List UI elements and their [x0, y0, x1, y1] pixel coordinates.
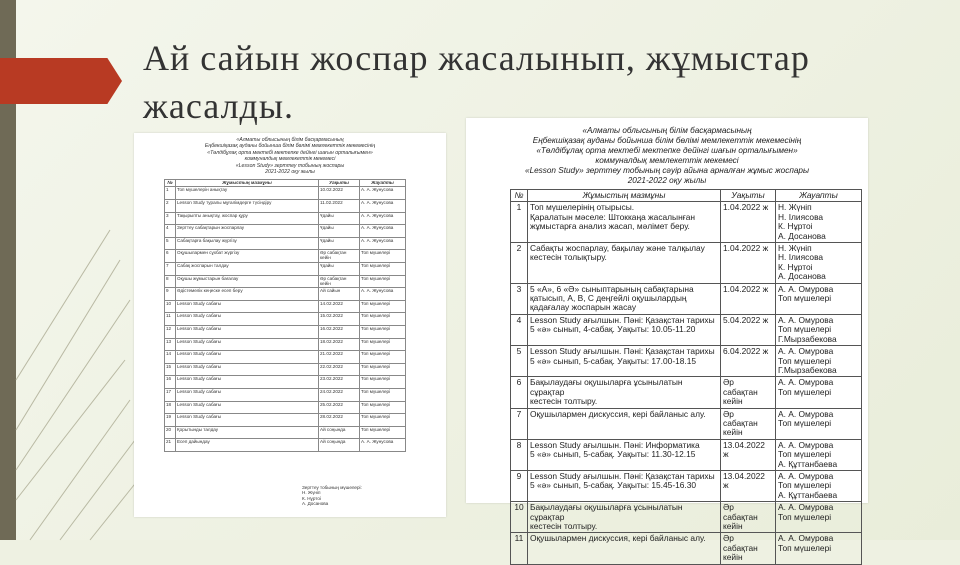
table-row	[511, 283, 862, 314]
table-row	[165, 401, 406, 414]
table-cell: Lesson Study сабағы	[176, 351, 319, 364]
table-cell: А. А. Омурова Топ мүшелері Г.Мырзабекова	[776, 346, 862, 377]
table-cell: Топ мүшелері	[360, 351, 406, 364]
table-cell: Әр сабақтан кейін	[319, 275, 360, 288]
table-cell: 8	[511, 439, 528, 470]
col-header: Жауапты	[360, 180, 406, 187]
table-cell: Ұдайы	[319, 212, 360, 225]
table-cell: Әр сабақтан кейін	[721, 533, 776, 564]
table-cell: 10	[511, 502, 528, 533]
table-row	[511, 377, 862, 408]
table-cell: 7	[511, 408, 528, 439]
table-cell: 22.02.2022	[319, 363, 360, 376]
table-cell: А. А. Жунусова	[360, 212, 406, 225]
table-cell: Ай сайын	[319, 288, 360, 301]
table-cell: 18	[165, 401, 176, 414]
table-cell: 8	[165, 275, 176, 288]
table-cell: Әр сабақтан кейін	[721, 377, 776, 408]
table-row	[511, 502, 862, 533]
table-cell: 6.04.2022 ж	[721, 346, 776, 377]
table-cell: Н. Жүніп Н. Ілиясова К. Нұртоі А. Досанова	[776, 243, 862, 284]
table-cell: Сабақты жоспарлау, бақылау және талқылау кестесін толықтыру.	[528, 243, 721, 284]
table-cell: Lesson Study ағылшын. Пәні: Қазақстан тарихы 5 «ә» сынып, 4-сабақ. Уақыты: 10.05-11.20	[528, 314, 721, 345]
table-cell: А. А. Омурова Топ мүшелері	[776, 283, 862, 314]
header-line: «Төлдібұлақ орта мектебі мектепке дейінгі шағын орталығымен»	[536, 146, 798, 155]
table-cell: 1.04.2022 ж	[721, 283, 776, 314]
table-cell: Lesson Study ағылшын. Пәні: Қазақстан тарихы 5 «ә» сынып, 5-сабақ. Уақыты: 15.45-16.30	[528, 470, 721, 501]
table-cell: Н. Жүніп Н. Ілиясова К. Нұртоі А. Досанова	[776, 202, 862, 243]
table-cell: А. А. Омурова Топ мүшелері А. Құттанбаева	[776, 470, 862, 501]
table-cell: 2	[511, 243, 528, 284]
table-cell: Сабақ жоспарын талдау	[176, 263, 319, 276]
header-line: 2021-2022 оқу жылы	[265, 169, 315, 176]
table-cell: 16.02.2022	[319, 325, 360, 338]
table-cell: 6	[165, 250, 176, 263]
table-cell: 10	[165, 300, 176, 313]
table-cell: 5.04.2022 ж	[721, 314, 776, 345]
table-row	[165, 426, 406, 439]
table-cell: 20	[165, 426, 176, 439]
header-line: коммуналдық мемлекеттік мекемесі	[244, 156, 336, 163]
table-cell: Топ мүшелері	[360, 338, 406, 351]
table-row	[511, 470, 862, 501]
table-cell: Әр сабақтан кейін	[721, 502, 776, 533]
table-cell: Тақырыпты анықтау, жоспар құру	[176, 212, 319, 225]
table-cell: А. А. Омурова Топ мүшелері Г.Мырзабекова	[776, 314, 862, 345]
table-row	[165, 388, 406, 401]
table-row	[165, 351, 406, 364]
header-line: «Алматы облысының білім басқармасының	[236, 137, 344, 143]
table-cell: Ай соңында	[319, 439, 360, 452]
table-cell: 21	[165, 439, 176, 452]
table-row	[165, 313, 406, 326]
table-cell: Lesson Study сабағы	[176, 401, 319, 414]
table-cell: 12	[165, 325, 176, 338]
table-cell: Ұдайы	[319, 225, 360, 238]
col-header: Жұмыстың мазмұны	[176, 180, 319, 187]
table-cell: Оқушылармен дискуссия, кері байланыс алу.	[528, 533, 721, 564]
table-cell: А. А. Омурова Топ мүшелері А. Құттанбаева	[776, 439, 862, 470]
table-cell: 9	[165, 288, 176, 301]
table-cell: 1	[511, 202, 528, 243]
table-cell: 16	[165, 376, 176, 389]
table-cell: 3	[511, 283, 528, 314]
plan-table-body	[165, 187, 406, 451]
plan-table-body	[511, 202, 862, 564]
footer-line: Зерттеу тобының мүшелері:	[302, 484, 362, 490]
table-cell: Топ мүшелері	[360, 414, 406, 427]
document-footer	[302, 485, 362, 507]
table-row	[165, 288, 406, 301]
table-cell: 1.04.2022 ж	[721, 243, 776, 284]
table-row	[165, 237, 406, 250]
table-cell: Lesson Study сабағы	[176, 388, 319, 401]
table-row	[511, 314, 862, 345]
table-cell: Топ мүшелері	[360, 325, 406, 338]
table-cell: А. А. Омурова Топ мүшелері	[776, 502, 862, 533]
table-cell: 19	[165, 414, 176, 427]
table-cell: Lesson Study сабағы	[176, 414, 319, 427]
table-cell: Оқушылармен сұхбат жүргізу	[176, 250, 319, 263]
table-row	[165, 439, 406, 452]
table-cell: 11	[165, 313, 176, 326]
table-cell: Сабақтарға бақылау жүргізу	[176, 237, 319, 250]
table-cell: Топ мүшелері	[360, 275, 406, 288]
table-cell: Топ мүшелері	[360, 426, 406, 439]
table-cell: 14	[165, 351, 176, 364]
table-cell: Lesson Study ағылшын. Пәні: Қазақстан тарихы 5 «ә» сынып, 5-сабақ. Уақыты: 17.00-18.15	[528, 346, 721, 377]
table-cell: 18.02.2022	[319, 338, 360, 351]
table-row	[511, 243, 862, 284]
table-row	[165, 414, 406, 427]
table-cell: Lesson Study сабағы	[176, 300, 319, 313]
table-cell: Топ мүшелері	[360, 300, 406, 313]
table-cell: Lesson Study туралы мұғалімдерге түсіндіру	[176, 200, 319, 213]
table-cell: 7	[165, 263, 176, 276]
table-cell: 5	[165, 237, 176, 250]
table-cell: А. А. Омурова Топ мүшелері	[776, 408, 862, 439]
col-header: №	[511, 190, 528, 202]
table-cell: А. А. Жунусова	[360, 200, 406, 213]
table-row	[511, 408, 862, 439]
table-cell: 5	[511, 346, 528, 377]
header-line: Еңбекшіқазақ ауданы бойынша білім бөлімі мемлекеттік мекемесінің	[532, 136, 802, 145]
table-row	[165, 376, 406, 389]
table-cell: Қорытынды талдау	[176, 426, 319, 439]
table-cell: Lesson Study сабағы	[176, 338, 319, 351]
table-row	[511, 533, 862, 564]
table-cell: Топ мүшелері	[360, 263, 406, 276]
plan-table	[164, 179, 406, 451]
table-cell: А. А. Омурова Топ мүшелері	[776, 533, 862, 564]
table-cell: 11.02.2022	[319, 200, 360, 213]
table-cell: 14.02.2022	[319, 300, 360, 313]
header-line: «Төлдібұлақ орта мектебі мектепке дейінгі шағын орталығымен»	[207, 149, 373, 156]
table-cell: Зерттеу сабақтарын жоспарлау	[176, 225, 319, 238]
table-cell: 6	[511, 377, 528, 408]
table-row	[165, 225, 406, 238]
table-row	[165, 263, 406, 276]
header-line: Еңбекшіқазақ ауданы бойынша білім бөлімі мемлекеттік мекемесінің	[204, 143, 376, 150]
col-header: Жұмыстың мазмұны	[528, 190, 721, 202]
table-cell: А. А. Жунусова	[360, 439, 406, 452]
header-line: «Алматы облысының білім басқармасының	[582, 126, 752, 135]
table-cell: Бақылаудағы оқушыларға ұсынылатын сұрақтар кестесін толтыру.	[528, 377, 721, 408]
table-cell: Lesson Study сабағы	[176, 363, 319, 376]
table-row	[511, 202, 862, 243]
table-cell: 9	[511, 470, 528, 501]
document-image-monthly-plan	[134, 133, 446, 517]
table-cell: Топ мүшелері	[360, 313, 406, 326]
col-header: Жауапты	[776, 190, 862, 202]
table-cell: 5 «А», 6 «Ә» сыныптарының сабақтарына қатысып, А, В, С деңгейлі оқушылардың қадағалау жоспарын жасау	[528, 283, 721, 314]
table-cell: Ұдайы	[319, 263, 360, 276]
table-cell: 4	[165, 225, 176, 238]
table-cell: Бақылаудағы оқушыларға ұсынылатын сұрақтар кестесін толтыру.	[528, 502, 721, 533]
title-line-2: жасалды.	[143, 86, 295, 126]
table-row	[165, 250, 406, 263]
table-cell: Lesson Study сабағы	[176, 313, 319, 326]
col-header: Уақыты	[721, 190, 776, 202]
table-row	[165, 363, 406, 376]
table-cell: Топ мүшелері	[360, 388, 406, 401]
accent-arrow-bar	[0, 58, 122, 104]
header-line: коммуналдық мемлекеттік мекемесі	[595, 156, 739, 165]
table-header-row	[511, 190, 862, 202]
footer-line: А. Досанова	[302, 501, 329, 507]
header-line: «Lesson Study» зерттеу тобының жоспары	[235, 162, 345, 169]
table-cell: 25.02.2022	[319, 401, 360, 414]
table-cell: Топ мүшелері	[360, 401, 406, 414]
table-cell: 13.04.2022 ж	[721, 439, 776, 470]
col-header: №	[165, 180, 176, 187]
table-cell: 21.02.2022	[319, 351, 360, 364]
table-header-row	[165, 180, 406, 187]
header-line: 2021-2022 оқу жылы	[627, 176, 707, 185]
table-cell: А. А. Жунусова	[360, 237, 406, 250]
table-cell: 23.02.2022	[319, 376, 360, 389]
table-row	[165, 275, 406, 288]
table-cell: А. А. Жунусова	[360, 288, 406, 301]
table-cell: Оқушы жұмыстарын бағалау	[176, 275, 319, 288]
plan-table	[510, 189, 862, 565]
slide-title	[143, 34, 863, 130]
table-cell: Әр сабақтан кейін	[319, 250, 360, 263]
table-cell: 13	[165, 338, 176, 351]
table-cell: 24.02.2022	[319, 388, 360, 401]
col-header: Уақыты	[319, 180, 360, 187]
table-cell: 4	[511, 314, 528, 345]
table-cell: 3	[165, 212, 176, 225]
document-header	[134, 133, 446, 177]
table-cell: 28.02.2022	[319, 414, 360, 427]
table-cell: 1	[165, 187, 176, 200]
table-cell: А. А. Жунусова	[360, 187, 406, 200]
table-cell: Есеп дайындау	[176, 439, 319, 452]
table-cell: Топ мүшелері	[360, 363, 406, 376]
table-cell: 10.02.2022	[319, 187, 360, 200]
table-cell: 11	[511, 533, 528, 564]
table-cell: 13.04.2022 ж	[721, 470, 776, 501]
table-cell: 1.04.2022 ж	[721, 202, 776, 243]
table-cell: Әр сабақтан кейін	[721, 408, 776, 439]
table-cell: 15	[165, 363, 176, 376]
table-cell: Топ мүшелері	[360, 376, 406, 389]
document-header	[466, 118, 868, 186]
table-row	[165, 325, 406, 338]
table-cell: 2	[165, 200, 176, 213]
table-row	[165, 187, 406, 200]
header-line: «Lesson Study» зерттеу тобының сәуір айына арналған жұмыс жоспары	[525, 166, 809, 175]
table-row	[165, 212, 406, 225]
table-cell: Топ мүшелерін анықтау	[176, 187, 319, 200]
table-row	[165, 300, 406, 313]
table-cell: А. А. Омурова Топ мүшелері	[776, 377, 862, 408]
table-cell: Lesson Study ағылшын. Пәні: Информатика 5 «ә» сынып, 5-сабақ. Уақыты: 11.30-12.15	[528, 439, 721, 470]
table-cell: Топ мүшелері	[360, 250, 406, 263]
table-cell: 17	[165, 388, 176, 401]
table-cell: Ұдайы	[319, 237, 360, 250]
table-row	[511, 439, 862, 470]
title-line-1: Ай сайын жоспар жасалынып, жұмыстар	[143, 38, 810, 78]
table-cell: Ай соңында	[319, 426, 360, 439]
table-cell: Lesson Study сабағы	[176, 376, 319, 389]
table-cell: А. А. Жунусова	[360, 225, 406, 238]
footer-line: Н. Жүніп	[302, 490, 321, 496]
table-row	[511, 346, 862, 377]
table-cell: Әдістемелік кеңеске есеп беру	[176, 288, 319, 301]
footer-line: К. Нұртоі	[302, 495, 321, 501]
document-image-april-plan	[466, 118, 868, 563]
table-row	[165, 200, 406, 213]
table-row	[165, 338, 406, 351]
table-cell: Lesson Study сабағы	[176, 325, 319, 338]
table-cell: Оқушылармен дискуссия, кері байланыс алу.	[528, 408, 721, 439]
table-cell: 15.02.2022	[319, 313, 360, 326]
table-cell: Топ мүшелерінің отырысы. Қаралатын мәселе: Штоккаңа жасалынған жұмыстарға анализ жасап, мәлімет беру.	[528, 202, 721, 243]
